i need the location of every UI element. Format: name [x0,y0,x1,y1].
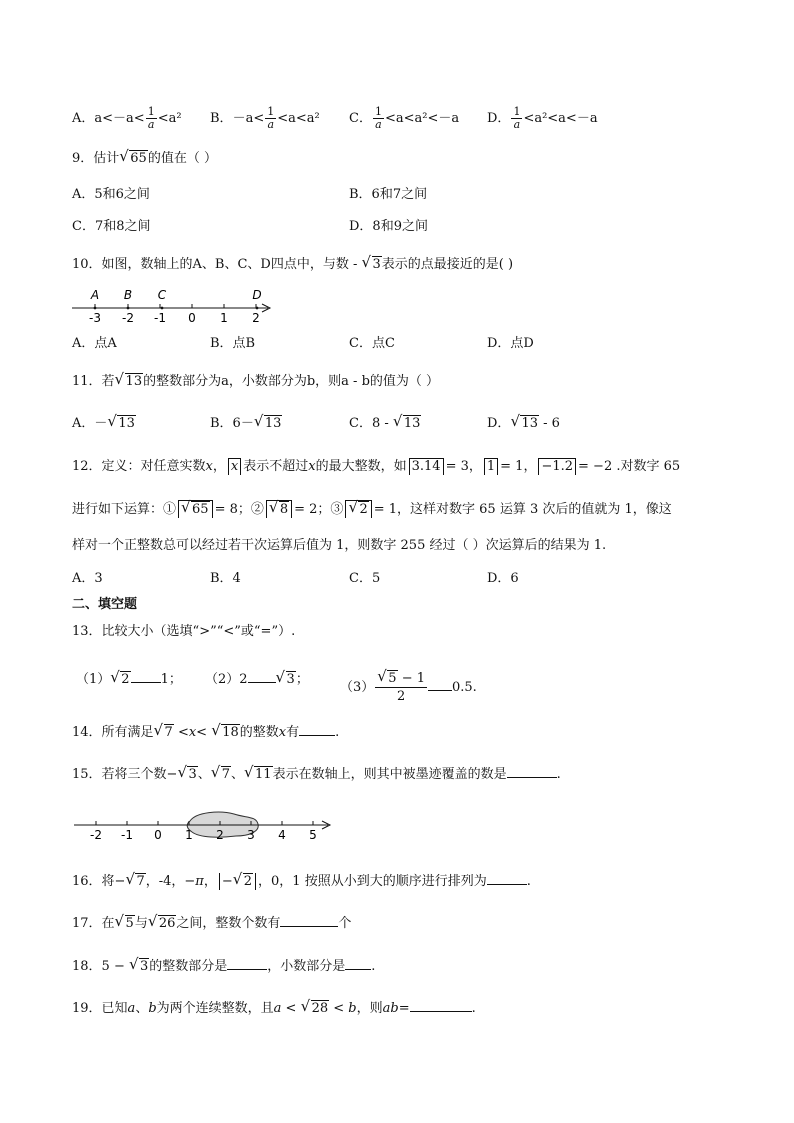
q12-line-1: 12．定义：对任意实数x， x 表示不超过x的最大整数，如 3.14 = 3， 1 = 1， −1.2 = −2 .对数字 65 [72,459,681,474]
sqrt: √ 5 [378,670,397,687]
point-label-d: D [252,288,262,302]
q8-option-c: C． $\frac{1}{a}$ <a<a²<－a [349,105,460,131]
fraction: $\frac{1}{a}$ [513,105,521,131]
q12-line-3: 样对一个正整数总可以经过若干次运算后值为 1，则数字 255 经过（ ）次运算后的结果为 1. [72,538,607,553]
fraction: √ $\frac{5 - 1}{2}$ [375,670,427,705]
q12-option-d: D．6 [487,571,519,586]
floor-bracket: x [228,458,241,475]
fraction: $\frac{1}{a}$ [374,105,382,131]
q11-option-b: B．6－√ 13 [210,415,282,432]
floor-bracket: −1.2 [538,458,576,475]
sqrt: √ 28 [302,1000,330,1017]
q17-stem: 17．在√ 5与√ 26之间，整数个数有 个 [72,914,351,932]
tick-label: -1 [154,311,166,325]
fraction: $\frac{1}{a}$ [267,105,275,131]
answer-blank[interactable] [131,670,161,683]
fraction: $\frac{1}{a}$ [147,105,155,131]
q13-part-1: （1）√ 2 1； [76,670,182,688]
q8-option-b: B．－a< $\frac{1}{a}$ <a<a² [210,105,320,131]
sqrt: √ 65 [182,501,210,518]
q16-stem: 16．将−√ 7，-4，−π， −√ 2 ，0，1 按照从小到大的顺序进行排列为 . [72,872,531,890]
sqrt: √ 8 [270,501,289,518]
answer-blank[interactable] [428,678,452,691]
q10-stem: 10．如图，数轴上的A、B、C、D四点中，与数 - √ 3表示的点最接近的是( ) [72,256,513,273]
q10-option-d: D．点D [487,336,534,351]
sqrt: √ 3 [363,256,382,273]
sqrt: √ 26 [149,915,177,932]
q12-line-2: 进行如下运算：①√ 65 = 8；②√ 8 = 2；③√ 2 = 1，这样对数字 65 运算 3 次后的值就为 1，像这 [72,500,672,518]
q11-option-c: C．8 - √ 13 [349,415,421,432]
sqrt: √ 18 [212,724,240,741]
q15-number-line [70,808,340,848]
tick-label: 0 [188,311,196,325]
answer-blank[interactable] [280,914,338,927]
q10-number-line [68,284,278,328]
sqrt: √ 13 [108,415,136,432]
q14-stem: 14．所有满足√ 7 <x< √ 18的整数x有 . [72,723,339,741]
tick-label: 1 [220,311,228,325]
q13-part-3: （3） √ $\frac{5 - 1}{2}$ 0.5. [340,670,477,705]
q11-option-a: A．－√ 13 [72,415,136,432]
answer-blank[interactable] [487,872,527,885]
sqrt: √ 13 [394,415,422,432]
sqrt: √ 7 [212,766,231,783]
tick-label: 4 [278,828,286,842]
floor-bracket: 1 [484,458,498,475]
tick-label: -1 [121,828,133,842]
sqrt: √ 13 [511,415,539,432]
answer-blank[interactable] [410,999,472,1012]
sqrt: √ 3 [130,958,149,975]
tick-label: -3 [89,311,101,325]
answer-blank[interactable] [299,723,335,736]
sqrt: √ 3 [277,671,296,688]
q12-option-b: B．4 [210,571,241,586]
floor-bracket: 3.14 [409,458,444,475]
tick-label: -2 [90,828,102,842]
q10-option-c: C．点C [349,336,395,351]
tick-label: 5 [309,828,317,842]
tick-label: -2 [122,311,134,325]
point-label-b: B [123,288,133,302]
q12-option-c: C．5 [349,571,381,586]
sqrt: √ 3 [178,766,197,783]
q11-stem: 11．若√ 13的整数部分为a，小数部分为b，则a - b的值为（ ） [72,373,439,390]
q10-option-a: A．点A [72,336,117,351]
point-label-a: A [90,288,100,302]
absolute-value: −√ 2 [219,873,256,890]
sqrt: √ 65 [120,150,148,167]
sqrt: √ 7 [126,873,145,890]
sqrt: √ 2 [234,873,253,890]
q9-option-c: C．7和8之间 [72,219,151,234]
floor-bracket [266,500,292,518]
answer-blank[interactable] [248,670,276,683]
sqrt: √ 5 [116,915,135,932]
q9-stem: 9．估计√ 65的值在（ ） [72,150,217,167]
q13-stem: 13．比较大小（选填“>”“<”或“=”）. [72,624,296,639]
floor-bracket [345,500,371,518]
section-title: 二、填空题 [72,597,138,612]
answer-blank[interactable] [227,957,267,970]
q18-stem: 18．5 − √ 3的整数部分是 ，小数部分是 . [72,957,375,975]
answer-blank[interactable] [507,765,557,778]
q9-option-a: A．5和6之间 [72,187,150,202]
q15-stem: 15．若将三个数−√ 3、√ 7、√ 11表示在数轴上，则其中被墨迹覆盖的数是 . [72,765,561,783]
sqrt: √ 11 [245,766,273,783]
q19-stem: 19．已知a、b为两个连续整数，且a < √ 28 < b，则ab= . [72,999,476,1017]
q13-part-2: （2）2√ 3； [205,670,309,688]
tick-label: 2 [252,311,260,325]
answer-blank[interactable] [345,957,371,970]
sqrt: √ 13 [255,415,283,432]
q8-option-a: A．a<－a< $\frac{1}{a}$ <a² [72,105,182,131]
q8-option-d: D． $\frac{1}{a}$ <a²<a<－a [487,105,598,131]
sqrt: √ 2 [111,671,130,688]
sqrt: √ 7 [155,724,174,741]
q12-option-a: A．3 [72,571,103,586]
sqrt: √ 13 [116,373,144,390]
sqrt: √ 2 [349,501,368,518]
tick-label: 0 [154,828,162,842]
tick-label: 1 [185,828,193,842]
q11-option-d: D．√ 13 - 6 [487,415,560,432]
q9-option-d: D．8和9之间 [349,219,428,234]
q10-option-b: B．点B [210,336,256,351]
floor-bracket [178,500,213,518]
tick-label: 3 [247,828,255,842]
point-label-c: C [157,288,167,302]
tick-label: 2 [216,828,224,842]
q9-option-b: B．6和7之间 [349,187,428,202]
